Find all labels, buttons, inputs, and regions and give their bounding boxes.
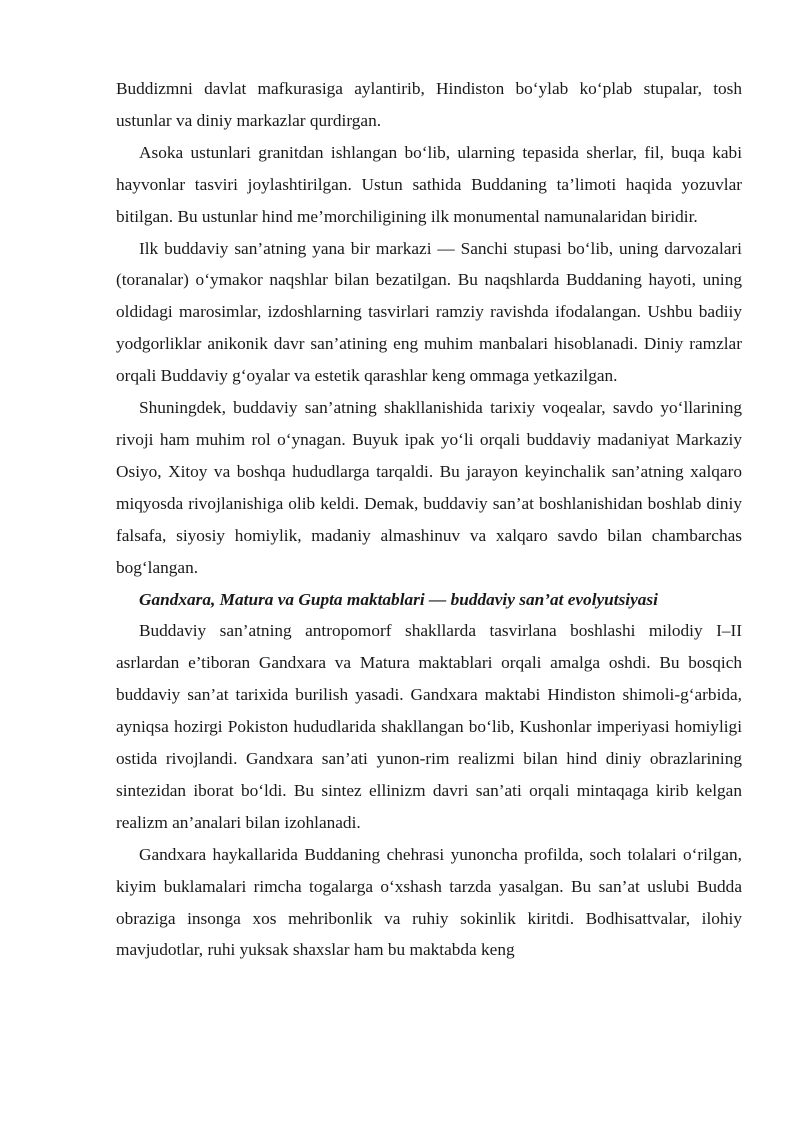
paragraph-sanchi-stupa: Ilk buddaviy san’atning yana bir markazi — Sanchi stupasi bo‘lib, uning darvozalari (toranalar) o‘ymakor naqshlar bilan bezatilgan. Bu naqshlarda Buddaning hayoti, uning oldidagi marosimlar, izdoshlarning tasvirlari ramziy ravishda ifodalangan. Ushbu badiiy yodgorliklar anikonik davr san’atining eng muhim manbalari hisoblanadi. Diniy ramzlar orqali Buddaviy g‘oyalar va estetik qarashlar keng ommaga yetkazilgan. [116,238,742,386]
paragraph-gandhara-matura: Buddaviy san’atning antropomorf shakllarda tasvirlana boshlashi milodiy I–II asrlardan e’tiboran Gandxara va Matura maktablari orqali amalga oshdi. Bu bosqich buddaviy san’at tarixida burilish yasadi. Gandxara maktabi Hindiston shimoli-g‘arbida, ayniqsa hozirgi Pokiston hududlarida shakllangan bo‘lib, Kushonlar imperiyasi homiyligi ostida rivojlandi. Gandxara san’ati yunon-rim realizmi bilan hind diniy obrazlarining sintezidan iborat bo‘ldi. Bu sintez ellinizm davri san’ati orqali mintaqaga kirib kelgan realizm an’analari bilan izohlanadi. [116,621,742,832]
paragraph-asoka-columns: Asoka ustunlari granitdan ishlangan bo‘lib, ularning tepasida sherlar, fil, buqa kabi hayvonlar tasviri joylashtirilgan. Ustun sathida Buddaning ta’limoti haqida yozuvlar bitilgan. Bu ustunlar hind me’morchiligining ilk monumental namunalaridan biridir. [116,142,742,226]
section-heading: Gandxara, Matura va Gupta maktablari — buddaviy san’at evolyutsiyasi [139,589,658,609]
paragraph-buddizm-continuation: Buddizmni davlat mafkurasiga aylantirib, Hindiston bo‘ylab ko‘plab stupalar, tosh ustunlar va diniy markazlar qurdirgan. [116,79,742,130]
paragraph-trade-routes: Shuningdek, buddaviy san’atning shakllanishida tarixiy voqealar, savdo yo‘llarining rivoji ham muhim rol o‘ynagan. Buyuk ipak yo‘li orqali buddaviy madaniyat Markaziy Osiyo, Xitoy va boshqa hududlarga tarqaldi. Bu jarayon keyinchalik san’atning xalqaro miqyosda rivojlanishiga olib keldi. Demak, buddaviy san’at boshlanishidan boshlab diniy falsafa, siyosiy homiylik, madaniy almashinuv va xalqaro savdo bilan chambarchas bog‘langan. [116,398,742,577]
document-page [116,73,742,966]
paragraph-gandhara-sculptures: Gandxara haykallarida Buddaning chehrasi yunoncha profilda, soch tolalari o‘rilgan, kiyim buklamalari rimcha togalarga o‘xshash tarzda yasalgan. Bu san’at uslubi Budda obraziga insonga xos mehribonlik va ruhiy sokinlik kiritdi. Bodhisattvalar, ilohiy mavjudotlar, ruhi yuksak shaxslar ham bu maktabda keng [116,844,742,960]
